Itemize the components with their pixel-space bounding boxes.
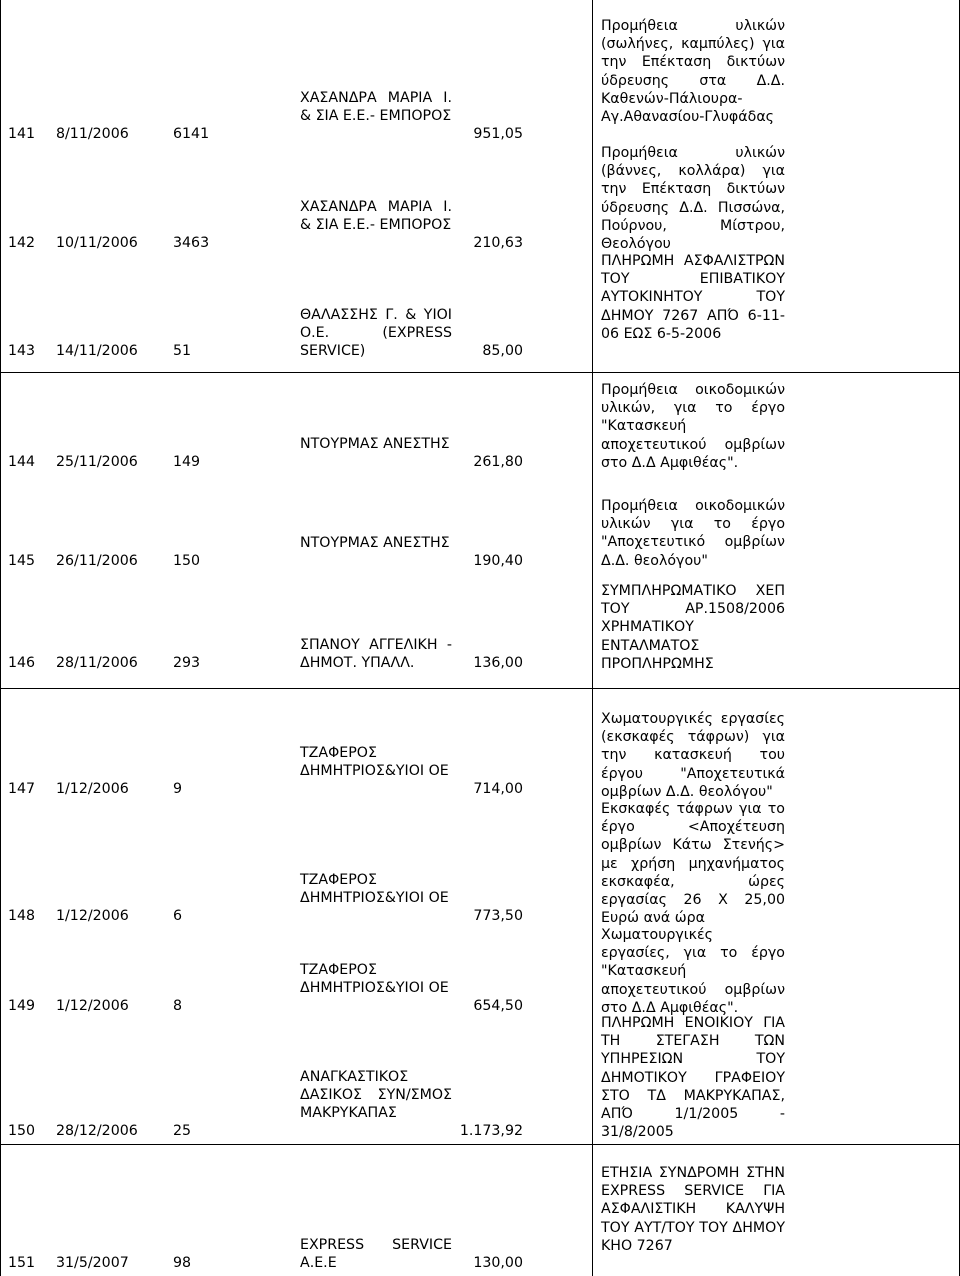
row-amount: 951,05 [473, 126, 523, 142]
row-date: 31/5/2007 [56, 1255, 129, 1271]
row-number: 143 [8, 343, 36, 359]
row-number: 149 [8, 998, 36, 1014]
row-date: 1/12/2006 [56, 781, 129, 797]
row-document-number: 6141 [173, 126, 210, 142]
row-number: 144 [8, 454, 36, 470]
row-description: ΕΤΗΣΙΑ ΣΥΝΔΡΟΜΗ ΣΤΗΝ EXPRESS SERVICE ΓΙΑ ΑΣΦΑΛΙΣΤΙΚΗ ΚΑΛΥΨΗ ΤΟΥ ΑΥΤ/ΤΟΥ ΤΟΥ ΔΗΜΟΥ ΚΗΟ 7267 [601, 1165, 785, 1254]
row-document-number: 3463 [173, 235, 210, 251]
row-amount: 210,63 [473, 235, 523, 251]
row-description: Προμήθεια οικοδομικών υλικών για το έργο "Αποχετευτικό ομβρίων Δ.Δ. θεολόγου" [601, 498, 785, 569]
row-payee: ΤΖΑΦΕΡΟΣ ΔΗΜΗΤΡΙΟΣ&ΥΙΟΙ ΟΕ [300, 745, 449, 780]
row-date: 8/11/2006 [56, 126, 129, 142]
row-payee: ΑΝΑΓΚΑΣΤΙΚΟΣ ΔΑΣΙΚΟΣ ΣΥΝ/ΣΜΟΣ ΜΑΚΡΥΚΑΠΑΣ [300, 1069, 452, 1122]
row-payee: ΣΠΑΝΟΥ ΑΓΓΕΛΙΚΗ - ΔΗΜΟΤ. ΥΠΑΛΛ. [300, 637, 452, 672]
row-number: 142 [8, 235, 36, 251]
row-amount: 190,40 [473, 553, 523, 569]
row-date: 1/12/2006 [56, 998, 129, 1014]
row-document-number: 25 [173, 1123, 192, 1139]
row-document-number: 150 [173, 553, 201, 569]
row-number: 141 [8, 126, 36, 142]
row-payee: ΘΑΛΑΣΣΗΣ Γ. & ΥΙΟΙ Ο.Ε. (EXPRESS SERVICE) [300, 307, 452, 360]
row-date: 28/12/2006 [56, 1123, 138, 1139]
row-description: Προμήθεια υλικών (βάννες, κολλάρα) για την Επέκταση δικτύων ύδρευσης Δ.Δ. Πισσώνα, Πούρνου, Μίστρου, Θεολόγου [601, 145, 785, 253]
row-description: ΣΥΜΠΛΗΡΩΜΑΤΙΚΟ ΧΕΠ ΤΟΥ ΑΡ.1508/2006 ΧΡΗΜΑΤΙΚΟΥ ΕΝΤΑΛΜΑΤΟΣ ΠΡΟΠΛΗΡΩΜΗΣ [601, 583, 785, 672]
row-amount: 136,00 [473, 655, 523, 671]
row-number: 148 [8, 908, 36, 924]
row-description: ΠΛΗΡΩΜΗ ΑΣΦΑΛΙΣΤΡΩΝ ΤΟΥ ΕΠΙΒΑΤΙΚΟΥ ΑΥΤΟΚΙΝΗΤΟΥ ΤΟΥ ΔΗΜΟΥ 7267 ΑΠΌ 6-11-06 ΕΩΣ 6-5-2006 [601, 253, 785, 342]
row-date: 1/12/2006 [56, 908, 129, 924]
row-payee: ΧΑΣΑΝΔΡΑ ΜΑΡΙΑ Ι. & ΣΙΑ Ε.Ε.- ΕΜΠΟΡΟΣ [300, 199, 452, 234]
row-date: 28/11/2006 [56, 655, 138, 671]
row-description: Εκσκαφές τάφρων για το έργο <Αποχέτευση ομβρίων Κάτω Στενής> με χρήση μηχανήματος εκσκαφέα, ώρες εργασίας 26 Χ 25,00 Ευρώ ανά ώρα [601, 801, 785, 927]
row-number: 147 [8, 781, 36, 797]
row-document-number: 98 [173, 1255, 192, 1271]
row-document-number: 149 [173, 454, 201, 470]
row-description: ΠΛΗΡΩΜΗ ΕΝΟΙΚΙΟΥ ΓΙΑ ΤΗ ΣΤΕΓΑΣΗ ΤΩΝ ΥΠΗΡΕΣΙΩΝ ΤΟΥ ΔΗΜΟΤΙΚΟΥ ΓΡΑΦΕΙΟΥ ΣΤΟ ΤΔ ΜΑΚΡΥΚΑΠΑΣ, ΑΠΌ 1/1/2005 - 31/8/2005 [601, 1015, 785, 1141]
row-number: 151 [8, 1255, 36, 1271]
row-payee: ΧΑΣΑΝΔΡΑ ΜΑΡΙΑ Ι. & ΣΙΑ Ε.Ε.- ΕΜΠΟΡΟΣ [300, 90, 452, 125]
row-description: Χωματουργικές εργασίες, για το έργο "Κατασκευή αποχετευτικού ομβρίων στο Δ.Δ Αμφιθέας". [601, 927, 785, 1016]
row-amount: 654,50 [473, 998, 523, 1014]
row-divider [0, 1144, 960, 1145]
row-document-number: 8 [173, 998, 183, 1014]
column-divider [592, 0, 593, 1276]
row-date: 10/11/2006 [56, 235, 138, 251]
row-amount: 714,00 [473, 781, 523, 797]
row-divider [0, 372, 960, 373]
row-amount: 85,00 [482, 343, 523, 359]
row-date: 14/11/2006 [56, 343, 138, 359]
row-amount: 1.173,92 [459, 1123, 523, 1139]
row-amount: 130,00 [473, 1255, 523, 1271]
row-description: Χωματουργικές εργασίες (εκσκαφές τάφρων) για την κατασκευή του έργου "Αποχετευτικά ομβρίων Δ.Δ. θεολόγου" [601, 711, 785, 800]
row-document-number: 51 [173, 343, 192, 359]
row-divider [0, 688, 960, 689]
row-payee: ΝΤΟΥΡΜΑΣ ΑΝΕΣΤΗΣ [300, 436, 450, 452]
row-date: 26/11/2006 [56, 553, 138, 569]
row-payee: ΝΤΟΥΡΜΑΣ ΑΝΕΣΤΗΣ [300, 535, 450, 551]
row-payee: ΤΖΑΦΕΡΟΣ ΔΗΜΗΤΡΙΟΣ&ΥΙΟΙ ΟΕ [300, 872, 449, 907]
row-document-number: 293 [173, 655, 201, 671]
row-number: 146 [8, 655, 36, 671]
row-payee: ΤΖΑΦΕΡΟΣ ΔΗΜΗΤΡΙΟΣ&ΥΙΟΙ ΟΕ [300, 962, 449, 997]
row-amount: 773,50 [473, 908, 523, 924]
row-date: 25/11/2006 [56, 454, 138, 470]
row-document-number: 9 [173, 781, 183, 797]
row-payee: EXPRESS SERVICE Α.Ε.Ε [300, 1237, 452, 1272]
row-number: 150 [8, 1123, 36, 1139]
table-border-left [0, 0, 1, 1276]
row-description: Προμήθεια υλικών (σωλήνες, καμπύλες) για την Επέκταση δικτύων ύδρευσης στα Δ.Δ. Καθενών-Πάλιουρα-Αγ.Αθανασίου-Γλυφάδας [601, 18, 785, 126]
row-document-number: 6 [173, 908, 183, 924]
row-number: 145 [8, 553, 36, 569]
row-amount: 261,80 [473, 454, 523, 470]
row-description: Προμήθεια οικοδομικών υλικών, για το έργο "Κατασκευή αποχετευτικού ομβρίων στο Δ.Δ Αμφιθέας". [601, 382, 785, 471]
